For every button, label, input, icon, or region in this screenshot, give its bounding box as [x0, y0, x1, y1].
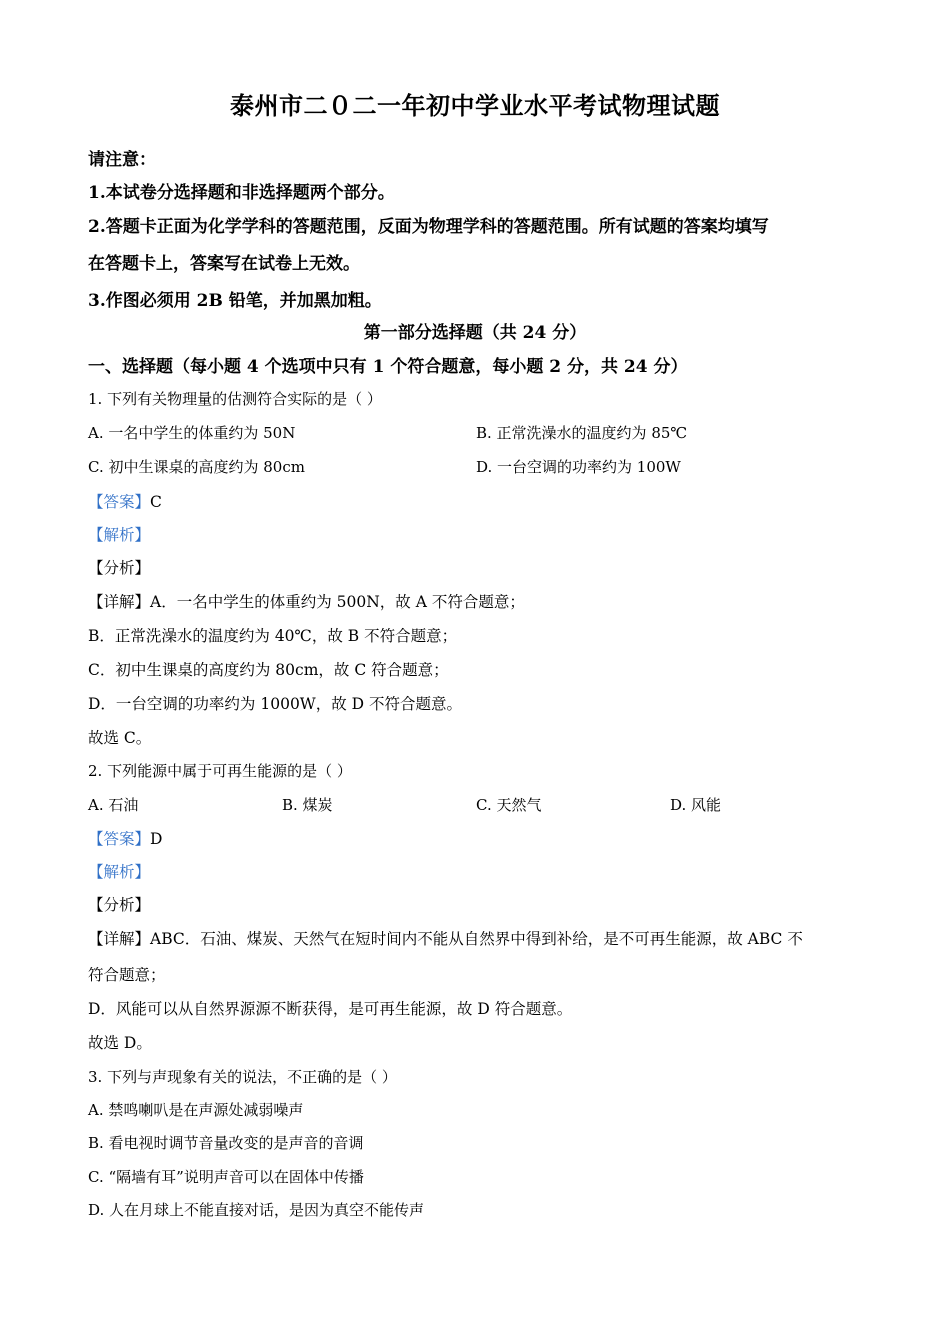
question-1-option-d: D. 一台空调的功率约为 100W — [476, 458, 681, 476]
question-1-detail-4: D．一台空调的功率约为 1000W，故 D 不符合题意。 — [88, 695, 463, 713]
question-2-option-d: D. 风能 — [670, 796, 722, 814]
question-1-detail-2: B．正常洗澡水的温度约为 40℃，故 B 不符合题意； — [88, 627, 458, 645]
question-3-stem: 3. 下列与声现象有关的说法，不正确的是（ ） — [88, 1068, 397, 1086]
question-2-option-c: C. 天然气 — [476, 796, 542, 814]
question-1-fenxi: 【分析】 — [88, 559, 151, 577]
question-2-detail-4: 故选 D。 — [88, 1034, 152, 1052]
page-title: 泰州市二０二一年初中学业水平考试物理试题 — [230, 91, 720, 120]
answer-label: 【答案】 — [88, 493, 151, 511]
answer-value: D — [150, 830, 163, 848]
question-1-option-c: C. 初中生课桌的高度约为 80cm — [88, 458, 305, 476]
answer-value: C — [150, 493, 162, 511]
question-2-option-b: B. 煤炭 — [282, 796, 333, 814]
notice-item-2-cont: 在答题卡上，答案写在试卷上无效。 — [88, 254, 360, 274]
question-2-stem: 2. 下列能源中属于可再生能源的是（ ） — [88, 762, 352, 780]
question-3-option-c: C. “隔墙有耳”说明声音可以在固体中传播 — [88, 1168, 364, 1186]
question-2-option-a: A. 石油 — [88, 796, 139, 814]
notice-heading: 请注意： — [88, 150, 156, 170]
notice-item-1: 1.本试卷分选择题和非选择题两个部分。 — [88, 183, 395, 203]
question-3-option-a: A. 禁鸣喇叭是在声源处减弱噪声 — [88, 1101, 304, 1119]
question-2-fenxi: 【分析】 — [88, 896, 151, 914]
notice-item-3: 3.作图必须用 2B 铅笔，并加黑加粗。 — [88, 291, 382, 311]
question-1-answer — [88, 490, 878, 512]
question-2-detail-1: 【详解】ABC．石油、煤炭、天然气在短时间内不能从自然界中得到补给，是不可再生能源，故 ABC 不 — [88, 930, 803, 948]
question-2-answer — [88, 827, 878, 849]
part1-heading: 第一部分选择题（共 24 分） — [363, 323, 587, 343]
question-2-jiexi: 【解析】 — [88, 863, 151, 881]
answer-label: 【答案】 — [88, 830, 151, 848]
question-3-option-d: D. 人在月球上不能直接对话，是因为真空不能传声 — [88, 1201, 425, 1219]
notice-item-2: 2.答题卡正面为化学学科的答题范围，反面为物理学科的答题范围。所有试题的答案均填写 — [88, 217, 769, 237]
question-1-option-a: A. 一名中学生的体重约为 50N — [88, 424, 296, 442]
question-1-detail-5: 故选 C。 — [88, 729, 152, 747]
question-1-detail-3: C．初中生课桌的高度约为 80cm，故 C 符合题意； — [88, 661, 449, 679]
question-2-detail-3: D．风能可以从自然界源源不断获得，是可再生能源，故 D 符合题意。 — [88, 1000, 573, 1018]
question-1-option-b: B. 正常洗澡水的温度约为 85℃ — [476, 424, 688, 442]
question-1-detail-1: 【详解】A．一名中学生的体重约为 500N，故 A 不符合题意； — [88, 593, 525, 611]
question-2-detail-2: 符合题意； — [88, 966, 166, 984]
question-3-option-b: B. 看电视时调节音量改变的是声音的音调 — [88, 1134, 364, 1152]
section-heading: 一、选择题（每小题 4 个选项中只有 1 个符合题意，每小题 2 分，共 24 分） — [88, 357, 688, 377]
question-1-jiexi: 【解析】 — [88, 526, 151, 544]
question-1-stem: 1. 下列有关物理量的估测符合实际的是（ ） — [88, 390, 382, 408]
